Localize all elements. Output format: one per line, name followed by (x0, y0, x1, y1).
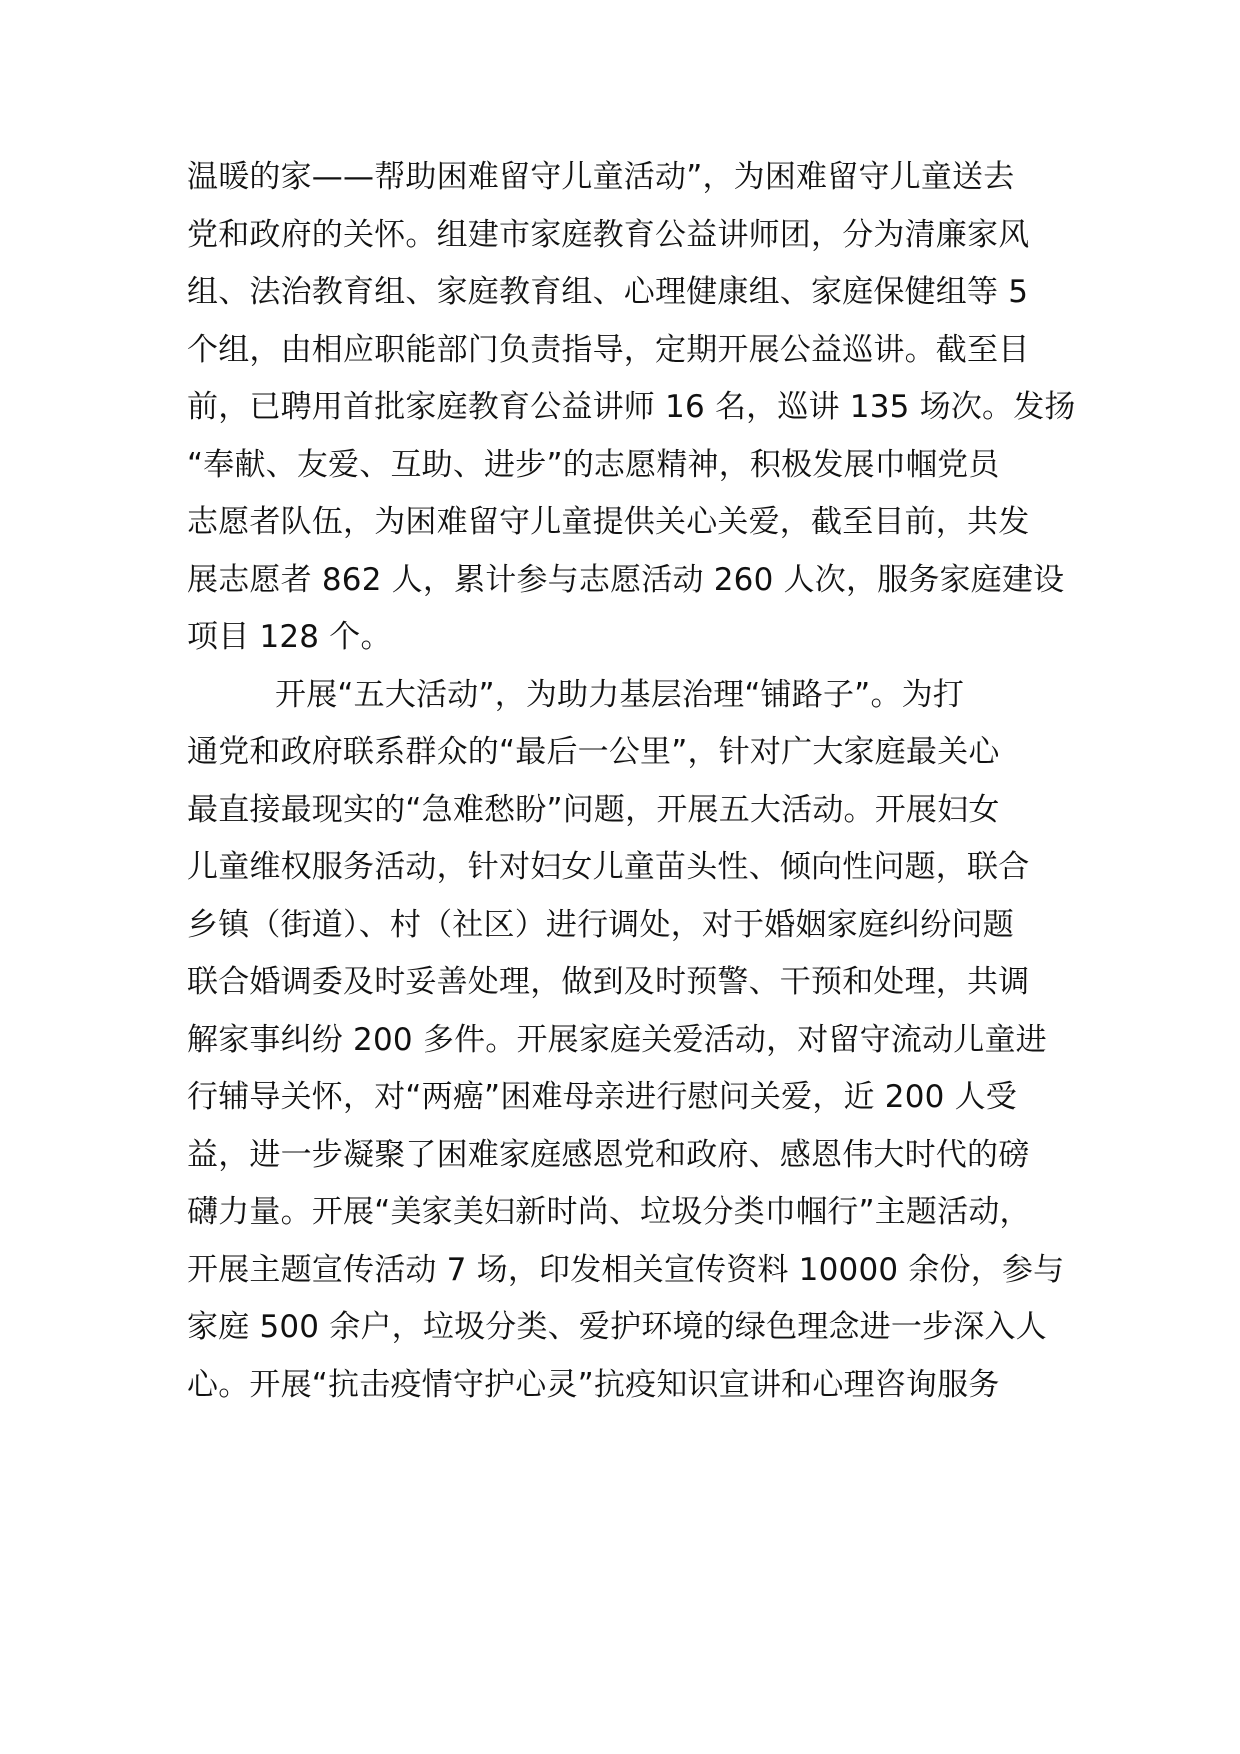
text-line: 组、法治教育组、家庭教育组、心理健康组、家庭保健组等 5 (187, 274, 1029, 310)
text-line: 展志愿者 862 人，累计参与志愿活动 260 人次，服务家庭建设 (187, 562, 1065, 598)
text-line: 乡镇（街道）、村（社区）进行调处，对于婚姻家庭纠纷问题 (187, 907, 1014, 943)
text-line: 礴力量。开展“美家美妇新时尚、垃圾分类巾帼行”主题活动， (187, 1194, 1031, 1230)
text-line: 家庭 500 余户，垃圾分类、爱护环境的绿色理念进一步深入人 (187, 1309, 1047, 1345)
text-line: 项目 128 个。 (187, 619, 392, 655)
text-line: 前，已聘用首批家庭教育公益讲师 16 名，巡讲 135 场次。发扬 (187, 389, 1076, 425)
text-line: 个组，由相应职能部门负责指导，定期开展公益巡讲。截至目 (187, 332, 1030, 368)
text-line: 党和政府的关怀。组建市家庭教育公益讲师团，分为清廉家风 (187, 217, 1030, 253)
text-line: 最直接最现实的“急难愁盼”问题，开展五大活动。开展妇女 (187, 792, 1000, 828)
paragraph-first-line: 开展“五大活动”，为助力基层治理“铺路子”。为打 (275, 677, 965, 713)
text-line: 通党和政府联系群众的“最后一公里”，针对广大家庭最关心 (187, 734, 1000, 770)
text-line: 志愿者队伍，为困难留守儿童提供关心关爱，截至目前，共发 (187, 504, 1030, 540)
text-line: 儿童维权服务活动，针对妇女儿童苗头性、倾向性问题，联合 (187, 849, 1030, 885)
text-line: 益，进一步凝聚了困难家庭感恩党和政府、感恩伟大时代的磅 (187, 1137, 1030, 1173)
text-line: 开展主题宣传活动 7 场，印发相关宣传资料 10000 余份，参与 (187, 1252, 1065, 1288)
text-line: 行辅导关怀，对“两癌”困难母亲进行慰问关爱，近 200 人受 (187, 1079, 1017, 1115)
text-line: “奉献、友爱、互助、进步”的志愿精神，积极发展巾帼党员 (187, 447, 1000, 483)
text-line: 心。开展“抗击疫情守护心灵”抗疫知识宣讲和心理咨询服务 (187, 1367, 1000, 1403)
text-line: 温暖的家——帮助困难留守儿童活动”，为困难留守儿童送去 (187, 159, 1015, 195)
text-line: 联合婚调委及时妥善处理，做到及时预警、干预和处理，共调 (187, 964, 1030, 1000)
text-line: 解家事纠纷 200 多件。开展家庭关爱活动，对留守流动儿童进 (187, 1022, 1047, 1058)
